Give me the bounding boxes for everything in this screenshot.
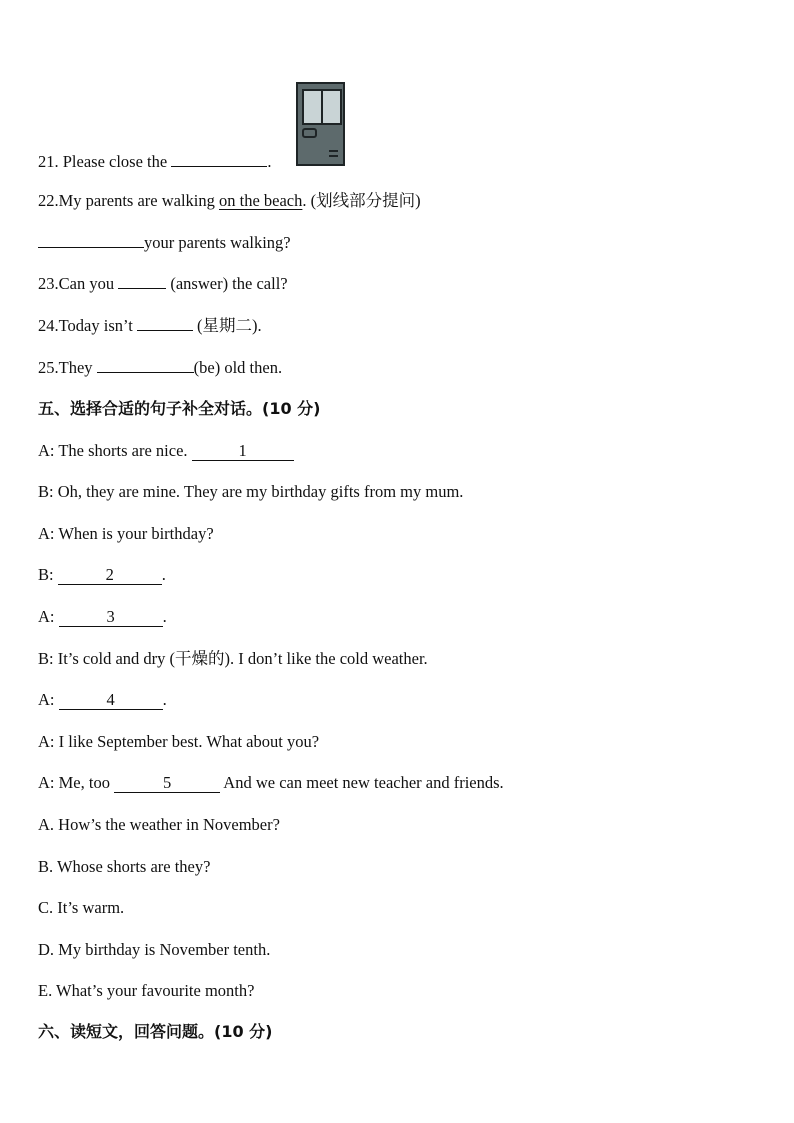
door-handle	[302, 128, 317, 138]
question-21-end: .	[267, 152, 272, 171]
answer-blank[interactable]	[97, 358, 194, 373]
underlined-phrase: on the beach	[219, 191, 303, 210]
dialogue-text: And we can meet new teacher and friends.	[220, 773, 504, 792]
question-25-text: 25.They	[38, 358, 97, 377]
numbered-blank[interactable]: 5	[114, 774, 220, 793]
answer-blank[interactable]	[118, 274, 166, 289]
speaker-label: A:	[38, 524, 59, 543]
dialogue-line	[38, 607, 167, 627]
question-21-text: 21. Please close the	[38, 152, 172, 171]
question-22	[38, 191, 421, 211]
speaker-label: A:	[38, 607, 59, 626]
door-slot	[329, 150, 338, 152]
option-c: C. It’s warm.	[38, 898, 125, 917]
question-23	[38, 274, 288, 294]
dialogue-punctuation: .	[162, 607, 167, 626]
answer-blank[interactable]	[171, 152, 267, 167]
option-e: E. What’s your favourite month?	[38, 981, 255, 1000]
door-icon	[296, 82, 345, 166]
speaker-label: A:	[38, 732, 59, 751]
dialogue-text: When is your birthday?	[58, 524, 214, 543]
dialogue-text: The shorts are nice.	[58, 441, 192, 460]
question-25	[38, 358, 282, 378]
dialogue-line	[38, 732, 319, 752]
numbered-blank[interactable]: 3	[59, 608, 163, 627]
question-21	[38, 152, 271, 172]
section-6-heading: 六、读短文，回答问题。(10 分)	[38, 1022, 273, 1041]
dialogue-line	[38, 649, 428, 669]
speaker-label: B:	[38, 565, 58, 584]
question-22-text: 22.My parents are walking	[38, 191, 219, 210]
door-window-right	[321, 89, 342, 125]
question-25-hint: (be) old then.	[193, 358, 283, 377]
door-slot	[329, 155, 338, 157]
section-5-heading: 五、选择合适的句子补全对话。(10 分)	[38, 399, 321, 418]
question-22-instruction: . (划线部分提问)	[302, 191, 421, 210]
dialogue-text: Me, too	[58, 773, 115, 792]
question-22-answer-line	[38, 233, 291, 253]
dialogue-line	[38, 565, 166, 585]
dialogue-line	[38, 773, 504, 793]
dialogue-line	[38, 482, 463, 502]
speaker-label: A:	[38, 690, 59, 709]
numbered-blank[interactable]: 1	[192, 442, 294, 461]
dialogue-text: Oh, they are mine. They are my birthday gifts from my mum.	[57, 482, 464, 501]
question-23-text: 23.Can you	[38, 274, 119, 293]
dialogue-line	[38, 524, 214, 544]
dialogue-punctuation: .	[161, 565, 166, 584]
question-24-text: 24.Today isn’t	[38, 316, 137, 335]
door-window-left	[302, 89, 323, 125]
speaker-label: B:	[38, 649, 58, 668]
answer-blank[interactable]	[38, 233, 144, 248]
question-23-hint: (answer) the call?	[166, 274, 288, 293]
option-d: D. My birthday is November tenth.	[38, 940, 271, 959]
numbered-blank[interactable]: 4	[59, 691, 163, 710]
dialogue-text: It’s cold and dry (干燥的). I don’t like the cold weather.	[57, 649, 428, 668]
dialogue-text: I like September best. What about you?	[58, 732, 320, 751]
dialogue-line	[38, 441, 294, 461]
dialogue-punctuation: .	[162, 690, 167, 709]
option-b: B. Whose shorts are they?	[38, 857, 211, 876]
speaker-label: A:	[38, 441, 59, 460]
numbered-blank[interactable]: 2	[58, 566, 162, 585]
dialogue-line	[38, 690, 167, 710]
option-a: A. How’s the weather in November?	[38, 815, 280, 834]
speaker-label: B:	[38, 482, 58, 501]
answer-blank[interactable]	[137, 316, 193, 331]
question-24	[38, 316, 262, 336]
question-24-hint: (星期二).	[192, 316, 262, 335]
question-22-answer-text: your parents walking?	[144, 233, 291, 252]
speaker-label: A:	[38, 773, 59, 792]
